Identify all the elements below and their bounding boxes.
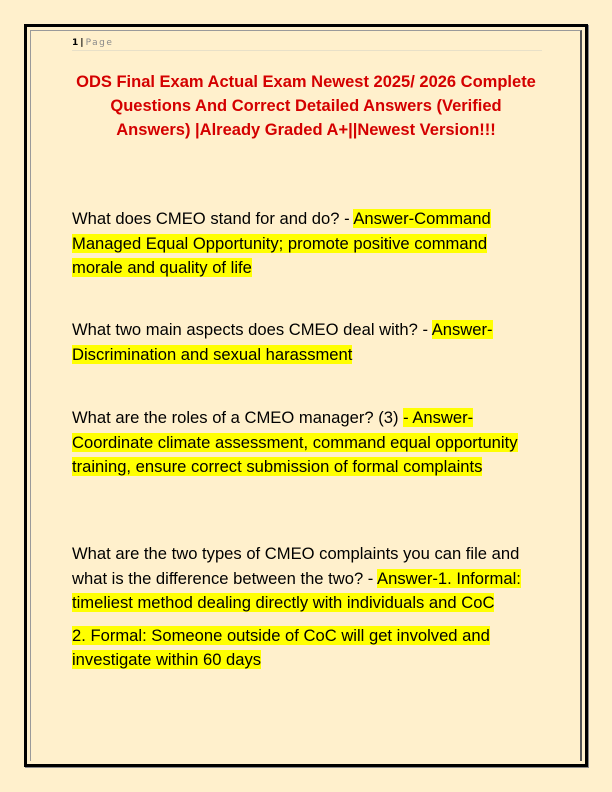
question-text: What two main aspects does CMEO deal with? -	[72, 320, 432, 339]
qa-item-2	[72, 318, 534, 367]
answer-text: - Answer-Coordinate climate assessment, command equal opportunity training, ensure correct submission of formal complaints	[72, 408, 518, 476]
page-number: 1	[72, 38, 79, 48]
page-header	[72, 36, 542, 51]
answer-text: Answer-Discrimination and sexual harassment	[72, 320, 493, 364]
page-label: Page	[85, 38, 114, 48]
answer-text: Answer-Command Managed Equal Opportunity; promote positive command morale and quality of life	[72, 209, 491, 277]
qa-item-4	[72, 542, 534, 673]
document-title: ODS Final Exam Actual Exam Newest 2025/ 2026 Complete Questions And Correct Detailed Answers (Verified Answers) |Already Graded A+||Newest Version!!!	[76, 73, 536, 139]
question-text: What are the roles of a CMEO manager? (3)	[72, 408, 404, 427]
answer-text: Answer-1. Informal: timeliest method dealing directly with individuals and CoC	[72, 568, 521, 612]
question-text: What does CMEO stand for and do? -	[72, 209, 354, 228]
question-text: What are the two types of CMEO complaints you can file and what is the difference between the two? -	[72, 544, 520, 588]
qa-item-3	[72, 406, 534, 480]
answer-text-continued: 2. Formal: Someone outside of CoC will get involved and investigate within 60 days	[72, 625, 490, 669]
qa-item-1	[72, 207, 534, 281]
page-separator: |	[80, 38, 84, 48]
